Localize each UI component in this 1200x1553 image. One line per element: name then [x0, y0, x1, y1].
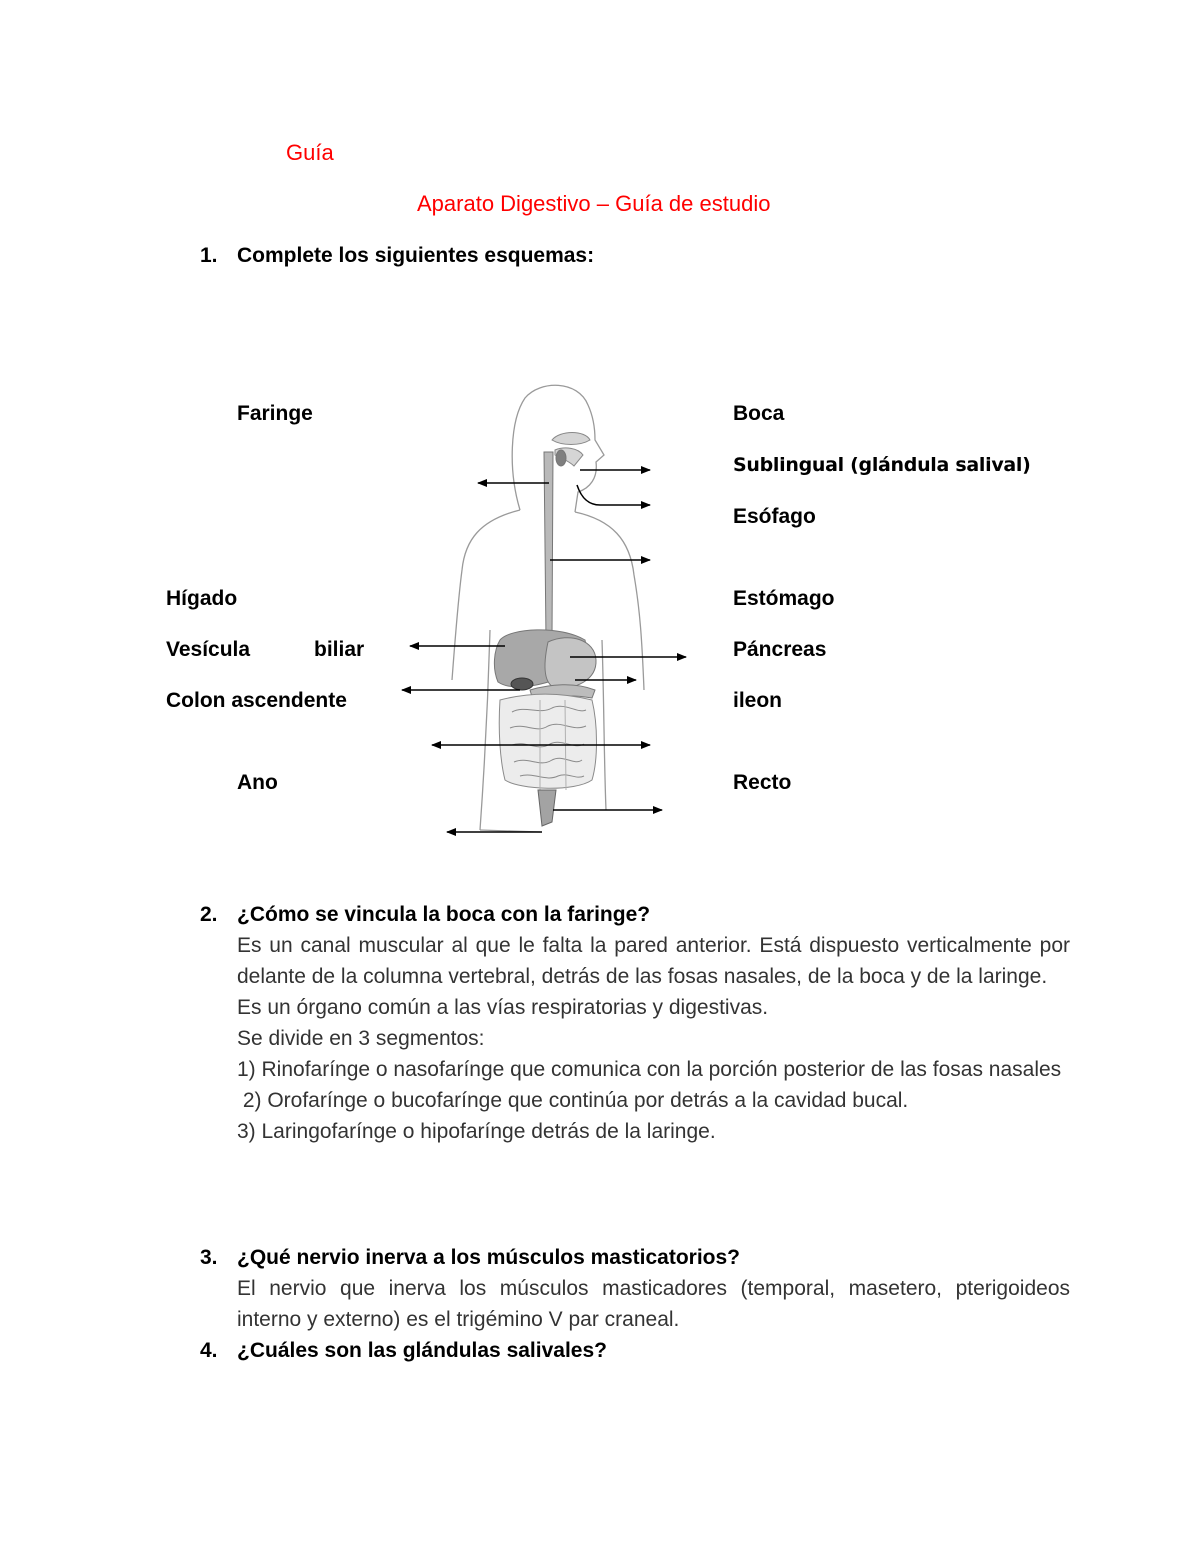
label-esofago: Esófago	[733, 505, 816, 528]
question-text: ¿Cómo se vincula la boca con la faringe?	[237, 903, 651, 926]
label-sublingual: Sublingual (glándula salival)	[733, 454, 1031, 476]
page-title: Aparato Digestivo – Guía de estudio	[417, 191, 771, 216]
label-ileon: ileon	[733, 689, 783, 712]
answer-paragraph: El nervio que inerva los músculos masticadores (temporal, masetero, pterigoideos interno y externo) es el trigémino V par craneal.	[237, 1277, 1070, 1331]
question-number: 4.	[200, 1339, 218, 1362]
answer-2	[237, 930, 1070, 1147]
answer-paragraph: Se divide en 3 segmentos:	[237, 1027, 485, 1050]
label-higado: Hígado	[166, 587, 238, 610]
esophagus	[544, 450, 566, 640]
answer-paragraph: Es un órgano común a las vías respiratorias y digestivas.	[237, 996, 769, 1019]
gallbladder	[511, 678, 533, 690]
question-text: ¿Qué nervio inerva a los músculos masticatorios?	[237, 1246, 740, 1269]
answer-paragraph: 1) Rinofarínge o nasofarínge que comunica con la porción posterior de las fosas nasales	[237, 1058, 1062, 1081]
label-faringe: Faringe	[237, 402, 313, 425]
answer-paragraph: 2) Orofarínge o bucofarínge que continúa por detrás a la cavidad bucal.	[237, 1089, 909, 1112]
label-colon-ascendente: Colon ascendente	[166, 689, 347, 712]
intestines	[499, 694, 596, 790]
answer-3	[237, 1273, 1070, 1335]
label-boca: Boca	[733, 402, 785, 425]
answer-paragraph: 3) Laringofarínge o hipofarínge detrás de la laringe.	[237, 1120, 716, 1143]
label-ano: Ano	[237, 771, 278, 794]
label-recto: Recto	[733, 771, 792, 794]
question-number: 3.	[200, 1246, 218, 1269]
label-estomago: Estómago	[733, 587, 835, 610]
label-pancreas: Páncreas	[733, 638, 827, 661]
label-biliar: biliar	[314, 638, 365, 661]
question-text: ¿Cuáles son las glándulas salivales?	[237, 1339, 607, 1362]
digestive-system-diagram	[380, 375, 700, 845]
question-3	[200, 1242, 1070, 1335]
rectum	[538, 790, 556, 826]
question-number: 1.	[200, 244, 218, 267]
guide-label: Guía	[286, 140, 334, 165]
question-1	[200, 240, 594, 271]
question-4	[200, 1335, 1070, 1366]
question-2	[200, 899, 1070, 1147]
answer-paragraph: Es un canal muscular al que le falta la pared anterior. Está dispuesto verticalmente por delante de la columna vertebral, detrás de las fosas nasales, de la boca y de la laringe.	[237, 934, 1070, 988]
label-vesicula: Vesícula	[166, 638, 251, 661]
question-number: 2.	[200, 903, 218, 926]
question-text: Complete los siguientes esquemas:	[237, 244, 595, 267]
